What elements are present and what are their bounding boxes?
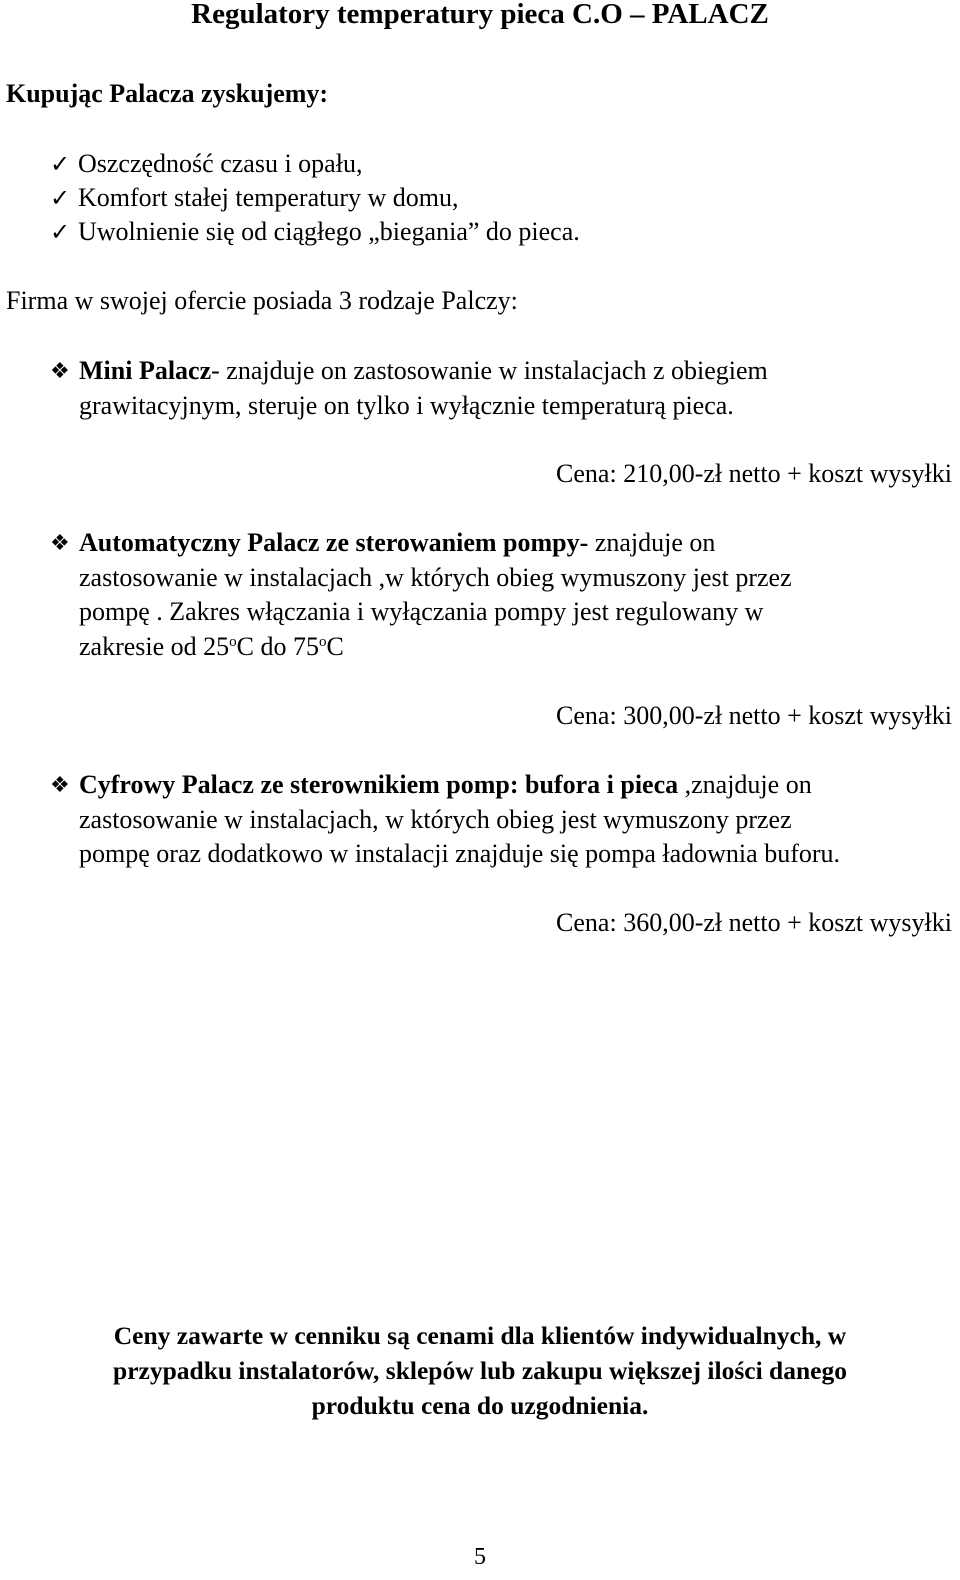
benefits-heading: Kupując Palacza zyskujemy: <box>6 79 329 108</box>
page-number: 5 <box>474 1544 486 1570</box>
product-price: Cena: 360,00-zł netto + koszt wysyłki <box>556 908 952 937</box>
benefit-item <box>50 215 580 250</box>
product-mini-palacz <box>50 354 930 424</box>
product-intro: Firma w swojej ofercie posiada 3 rodzaje Palczy: <box>6 286 518 315</box>
diamond-bullet-icon: ❖ <box>50 772 70 797</box>
product-description: pompę oraz dodatkowo w instalacji znajduje się pompa ładownia buforu. <box>79 839 841 868</box>
product-cyfrowy-palacz <box>50 768 930 873</box>
product-description: zastosowanie w instalacjach, w których obieg jest wymuszony przez <box>79 804 792 834</box>
range-text: C do 75 <box>236 631 320 661</box>
product-range <box>79 630 939 665</box>
degree-sup: o <box>319 633 327 650</box>
benefit-text: Oszczędność czasu i opału, <box>78 149 363 178</box>
product-description: zastosowanie w instalacjach ,w których obieg wymuszony jest przez <box>79 562 792 592</box>
pricing-note <box>0 1318 960 1423</box>
benefit-text: Uwolnienie się od ciągłego „biegania” do pieca. <box>78 217 580 246</box>
range-text: zakresie od 25 <box>79 631 230 661</box>
degree-sup: o <box>229 633 237 650</box>
pricing-note-line: przypadku instalatorów, sklepów lub zakupu większej ilości danego <box>113 1356 847 1385</box>
product-name: Mini Palacz <box>79 356 212 385</box>
checkmark-icon: ✓ <box>50 152 71 178</box>
product-name: Cyfrowy Palacz ze sterownikiem pomp: bufora i pieca <box>79 770 679 799</box>
benefit-text: Komfort stałej temperatury w domu, <box>78 183 459 212</box>
product-description: ,znajduje on <box>678 770 812 799</box>
product-automatyczny-palacz <box>50 526 930 666</box>
diamond-bullet-icon: ❖ <box>50 530 70 555</box>
product-description: znajduje on <box>588 528 716 557</box>
benefit-item <box>50 181 459 216</box>
diamond-bullet-icon: ❖ <box>50 358 70 383</box>
pricing-note-line: Ceny zawarte w cenniku są cenami dla klientów indywidualnych, w <box>113 1321 847 1350</box>
pricing-note-line: produktu cena do uzgodnienia. <box>311 1391 649 1420</box>
product-description: pompę . Zakres włączania i wyłączania pompy jest regulowany w <box>79 597 764 626</box>
product-price: Cena: 300,00-zł netto + koszt wysyłki <box>556 701 952 730</box>
product-description: grawitacyjnym, steruje on tylko i wyłącznie temperaturą pieca. <box>79 390 734 420</box>
page-title: Regulatory temperatury pieca C.O – PALACZ <box>191 0 769 30</box>
benefit-item <box>50 147 362 182</box>
checkmark-icon: ✓ <box>50 220 71 246</box>
product-price: Cena: 210,00-zł netto + koszt wysyłki <box>556 459 952 488</box>
product-name: Automatyczny Palacz ze sterowaniem pompy- <box>79 528 589 557</box>
range-text: C <box>326 631 344 661</box>
product-description: - znajduje on zastosowanie w instalacjach z obiegiem <box>211 356 768 385</box>
checkmark-icon: ✓ <box>50 186 71 212</box>
